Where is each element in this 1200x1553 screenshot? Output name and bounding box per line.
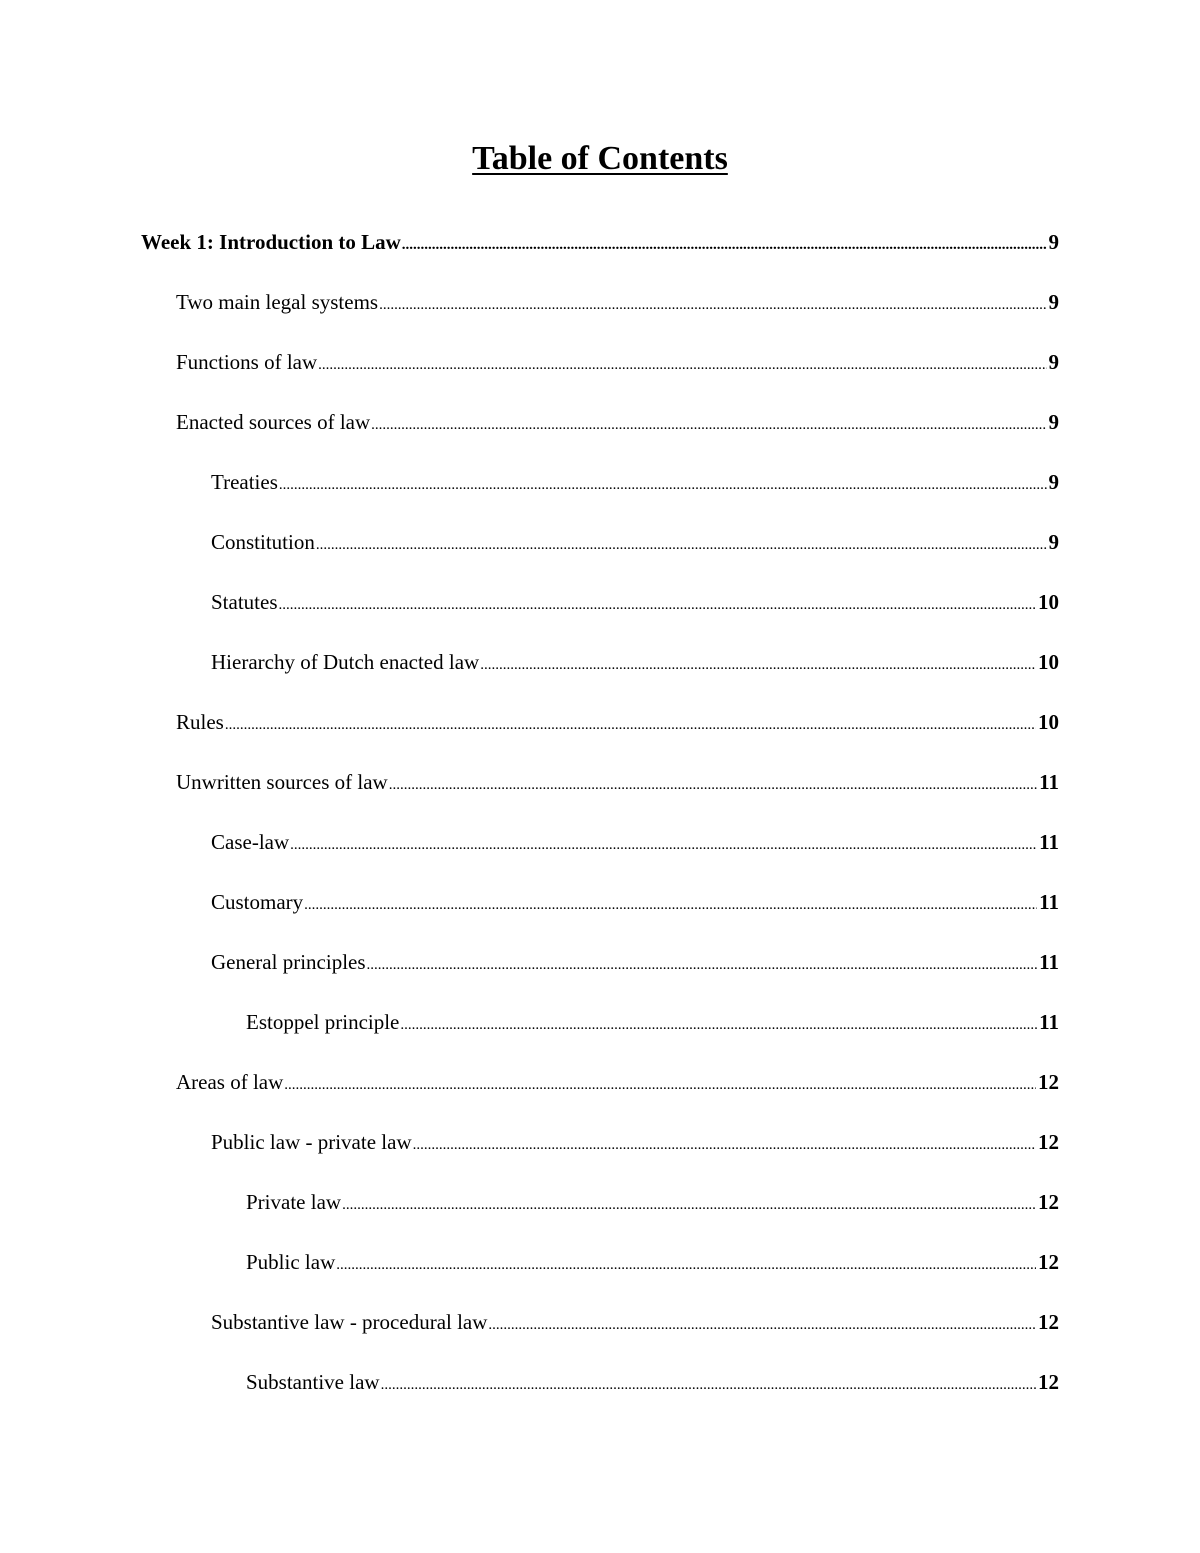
toc-entry-customary[interactable] [211,888,1059,919]
dot-leader [335,1251,1036,1279]
toc-entry-label: General principles [211,950,366,974]
toc-entry-page-number: 9 [1048,230,1059,254]
toc-entry-hierarchy-of-dutch-enacted-law[interactable] [211,648,1059,679]
toc-entry-label: Week 1: Introduction to Law [141,230,401,254]
toc-entry-page-number: 9 [1048,530,1059,554]
toc-entry-label: Hierarchy of Dutch enacted law [211,650,480,674]
dot-leader [278,471,1047,499]
toc-entry-label: Enacted sources of law [176,410,371,434]
dot-leader [341,1191,1036,1219]
toc-entry-page-number: 12 [1038,1250,1059,1274]
dot-leader [315,531,1047,559]
toc-entry-areas-of-law[interactable] [176,1068,1059,1099]
toc-entry-label: Private law [246,1190,342,1214]
toc-entry-label: Two main legal systems [176,290,379,314]
dot-leader [278,591,1037,619]
toc-entry-statutes[interactable] [211,588,1059,619]
toc-entry-private-law[interactable] [246,1188,1059,1219]
toc-entry-label: Substantive law - procedural law [211,1310,488,1334]
toc-entry-page-number: 9 [1048,350,1059,374]
toc-entry-page-number: 12 [1038,1130,1059,1154]
toc-entry-page-number: 11 [1039,770,1059,794]
dot-leader [412,1131,1036,1159]
toc-entry-label: Estoppel principle [246,1010,400,1034]
toc-entry-page-number: 12 [1038,1190,1059,1214]
toc-entry-page-number: 9 [1048,290,1059,314]
toc-entry-page-number: 11 [1039,950,1059,974]
toc-entry-label: Unwritten sources of law [176,770,388,794]
toc-entry-constitution[interactable] [211,528,1059,559]
dot-leader [401,231,1047,259]
toc-entry-case-law[interactable] [211,828,1059,859]
dot-leader [479,651,1036,679]
dot-leader [487,1311,1036,1339]
dot-leader [289,831,1037,859]
toc-entry-label: Areas of law [176,1070,284,1094]
page-title-text: Table of Contents [472,140,728,177]
toc-entry-rules[interactable] [176,708,1059,739]
dot-leader [317,351,1046,379]
toc-entry-label: Statutes [211,590,278,614]
toc-entry-label: Case-law [211,830,290,854]
toc-entry-unwritten-sources-of-law[interactable] [176,768,1059,799]
toc-entry-label: Substantive law [246,1370,380,1394]
dot-leader [378,291,1046,319]
toc-entry-substantive-law-procedural-law[interactable] [211,1308,1059,1339]
toc-entry-public-law[interactable] [246,1248,1059,1279]
toc-entry-label: Public law [246,1250,336,1274]
toc-entry-general-principles[interactable] [211,948,1059,979]
toc-entry-label: Rules [176,710,224,734]
dot-leader [399,1011,1037,1039]
toc-entry-page-number: 9 [1048,470,1059,494]
toc-entry-label: Constitution [211,530,315,554]
toc-entry-page-number: 11 [1039,1010,1059,1034]
toc-entry-enacted-sources-of-law[interactable] [176,408,1059,439]
toc-entry-treaties[interactable] [211,468,1059,499]
toc-entry-page-number: 12 [1038,1370,1059,1394]
dot-leader [366,951,1038,979]
dot-leader [370,411,1046,439]
toc-entry-page-number: 10 [1038,710,1059,734]
dot-leader [303,891,1037,919]
toc-entry-substantive-law[interactable] [246,1368,1059,1399]
toc-entry-functions-of-law[interactable] [176,348,1059,379]
toc-entry-week-1[interactable] [141,228,1059,259]
toc-entry-label: Treaties [211,470,278,494]
toc-entry-page-number: 11 [1039,830,1059,854]
dot-leader [388,771,1037,799]
toc-entry-estoppel-principle[interactable] [246,1008,1059,1039]
toc-entry-page-number: 12 [1038,1310,1059,1334]
dot-leader [224,711,1036,739]
toc-entry-label: Public law - private law [211,1130,412,1154]
toc-entry-public-law-private-law[interactable] [211,1128,1059,1159]
toc-entry-page-number: 12 [1038,1070,1059,1094]
toc-entry-page-number: 11 [1039,890,1059,914]
toc-entry-page-number: 10 [1038,650,1059,674]
dot-leader [380,1371,1036,1399]
toc-entry-label: Functions of law [176,350,318,374]
toc-entry-page-number: 10 [1038,590,1059,614]
toc-entry-label: Customary [211,890,304,914]
toc-entry-two-main-legal-systems[interactable] [176,288,1059,319]
dot-leader [283,1071,1036,1099]
toc-entry-page-number: 9 [1048,410,1059,434]
